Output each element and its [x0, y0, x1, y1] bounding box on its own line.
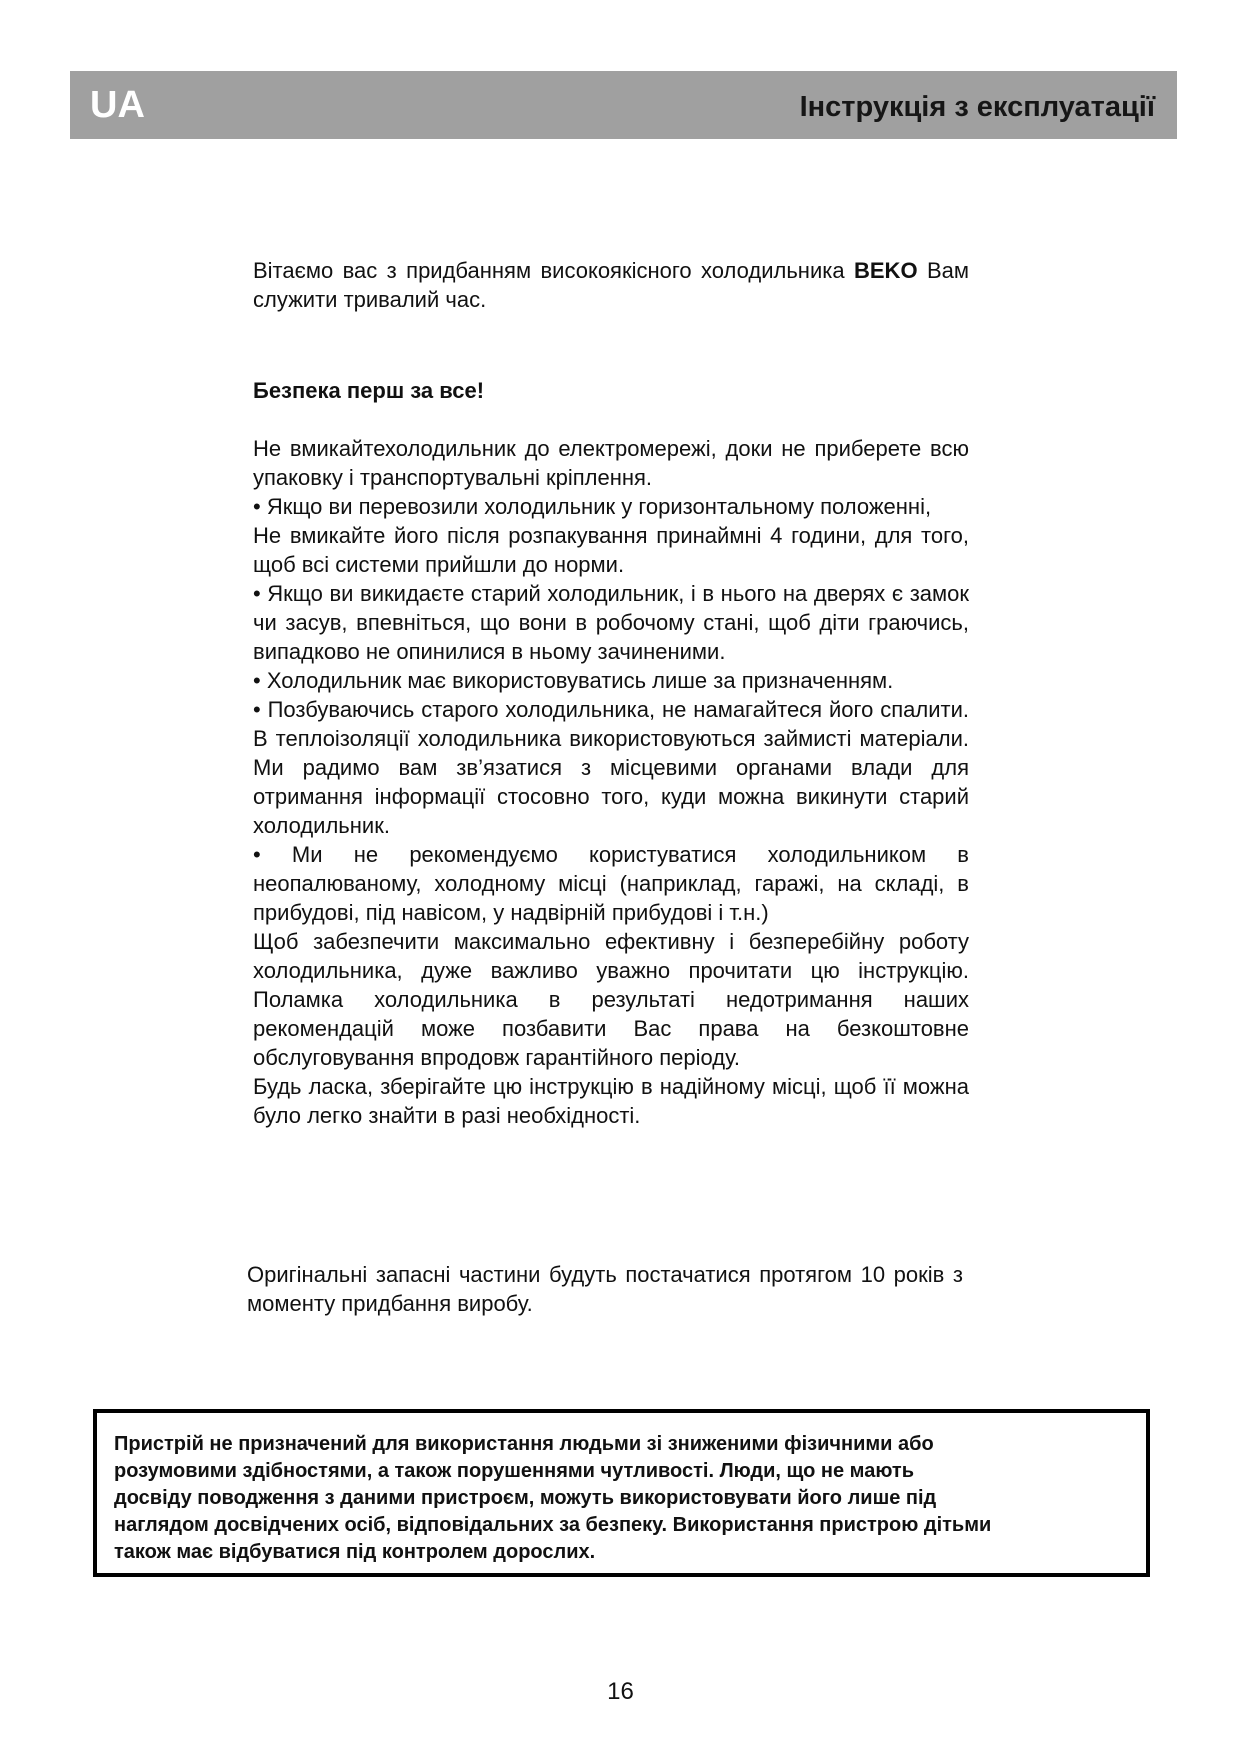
safety-rule: • Позбуваючись старого холодильника, не намагайтеся його спалити. В теплоізоляції холодильника використовуються займисті матеріали. Ми радимо вам зв’язатися з місцевими органами влади для отримання інформації стосовно того, куди можна викинути старий холодильник. [253, 697, 969, 838]
warning-line: досвіду поводження з даними пристроєм, можуть використовувати його лише під [114, 1487, 937, 1509]
safety-heading: Безпека перш за все! [253, 378, 485, 403]
language-code: UA [90, 84, 145, 126]
spare-parts-note: Оригінальні запасні частини будуть постачатися протягом 10 років з моменту придбання виробу. [247, 1262, 963, 1316]
safety-rule: Не вмикайтехолодильник до електромережі, доки не приберете всю упаковку і транспортувальні кріплення. [253, 436, 969, 490]
header-bar [70, 71, 1177, 139]
safety-rule: • Ми не рекомендуємо користуватися холодильником в неопалюваному, холодному місці (наприклад, гаражі, на складі, в прибудові, під навісом, у надвірній прибудові і т.н.) [253, 842, 969, 925]
welcome-line-1: Вітаємо вас з придбанням високоякісного холодильника [253, 258, 845, 283]
safety-rule: • Якщо ви перевозили холодильник у горизонтальному положенні, [253, 494, 932, 519]
manual-title: Інструкція з експлуатації [799, 91, 1155, 123]
warning-box [93, 1409, 1150, 1577]
safety-rule: • Якщо ви викидаєте старий холодильник, і в нього на дверях є замок чи засув, впевніться, що вони в робочому стані, щоб діти граючись, випадково не опинилися в ньому зачиненими. [253, 581, 969, 664]
safety-rule: Будь ласка, зберігайте цю інструкцію в надійному місці, щоб її можна було легко знайти в разі необхідності. [253, 1074, 969, 1128]
safety-rule: Не вмикайте його після розпакування принаймні 4 години, для того, щоб всі системи прийшли до норми. [253, 523, 969, 577]
welcome-line-2: Вам служити тривалий час. [253, 258, 969, 312]
warning-line: також має відбуватися під контролем дорослих. [114, 1541, 596, 1563]
safety-rule: • Холодильник має використовуватись лише за призначенням. [253, 668, 894, 693]
warning-line: наглядом досвідчених осіб, відповідальних за безпеку. Використання пристрою дітьми [114, 1514, 992, 1536]
brand-name: BEKO [854, 258, 918, 283]
safety-rule: Щоб забезпечити максимально ефективну і безперебійну роботу холодильника, дуже важливо уважно прочитати цю інструкцію. Поламка холодильника в результаті недотримання наших рекомендацій може позбавити Вас права на безкоштовне обслуговування впродовж гарантійного періоду. [253, 929, 969, 1070]
page-number: 16 [607, 1678, 634, 1705]
main-content [253, 256, 969, 1130]
safety-rules [253, 434, 969, 1130]
warning-line: Пристрій не призначений для використання людьми зі зниженими фізичними або [114, 1433, 934, 1455]
warning-line: розумовими здібностями, а також порушеннями чутливості. Люди, що не мають [114, 1460, 915, 1482]
welcome-paragraph [253, 256, 969, 314]
